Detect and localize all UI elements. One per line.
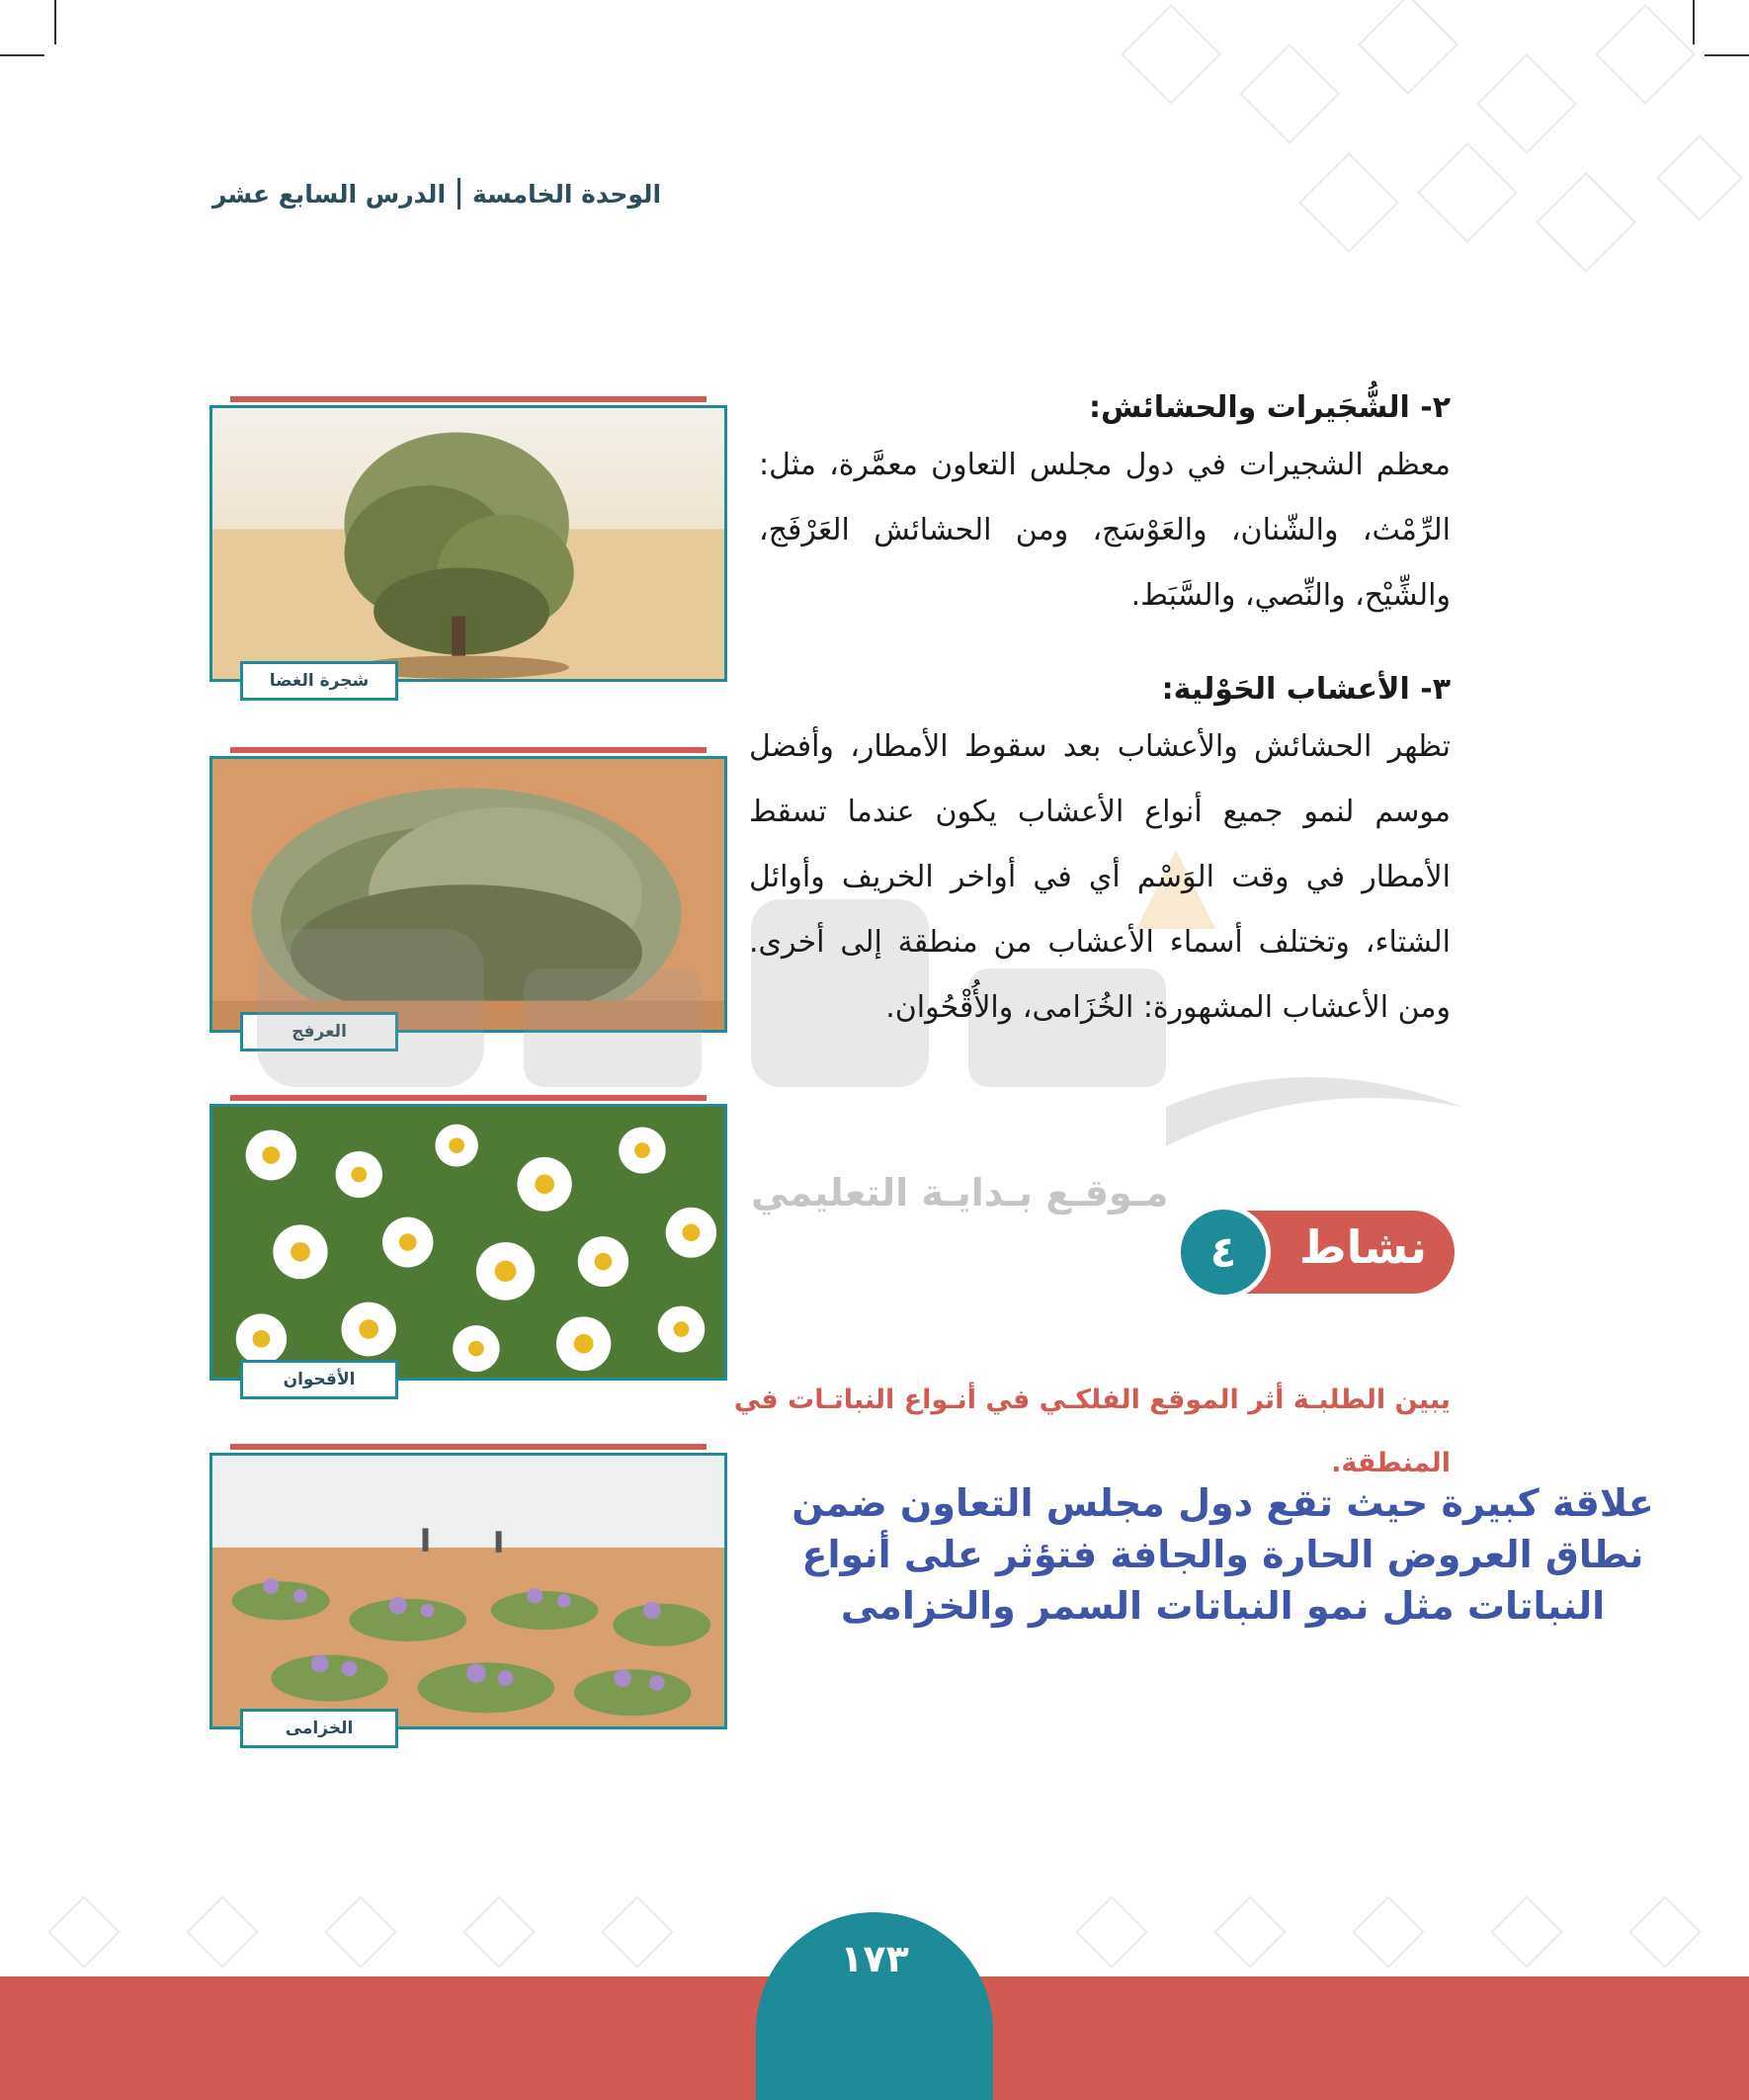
unit-title: الوحدة الخامسة: [472, 179, 662, 209]
watermark-text: مـوقـع بـدايـة التعليمي: [751, 1171, 1169, 1215]
photo-arfaj: [209, 756, 727, 1042]
section-body: معظم الشجيرات في دول مجلس التعاون معمَّرة، مثل: الرِّمْث، والشّنان، والعَوْسَج، ومن الحشائش العَرْفَج، والشِّيْح، والنِّصي، والسَّبَط.: [759, 448, 1451, 613]
activity-badge: [1176, 1211, 1455, 1294]
ghada-tree-image: [212, 408, 724, 679]
section-body: تظهر الحشائش والأعشاب بعد سقوط الأمطار، وأفضل موسم لنمو جميع أنواع الأعشاب يكون عندما تسقط الأمطار في وقت الوَسْم أي في أواخر الخريف وأوائل الشتاء، وتختلف أسماء الأعشاب من منطقة إلى أخرى. ومن الأعشاب المشهورة: الخُزَامى، والأُقْحُوان.: [749, 729, 1451, 1025]
decorative-pattern-top: [1057, 0, 1749, 326]
lavender-image: [212, 1456, 724, 1726]
activity-number: ٤: [1176, 1205, 1271, 1300]
section-shrubs: [759, 390, 1451, 629]
activity-label: نشاط: [1298, 1220, 1427, 1274]
section-herbs: [749, 672, 1451, 1041]
chamomile-image: [212, 1107, 724, 1378]
lesson-title: الدرس السابع عشر: [212, 179, 447, 209]
page-number: ١٧٣: [840, 1937, 909, 1980]
photo-caption: الخزامى: [240, 1709, 398, 1748]
photo-ghada-tree: [209, 405, 727, 691]
activity-answer: علاقة كبيرة حيث تقع دول مجلس التعاون ضمن نطاق العروض الحارة والجافة فتؤثر على أنواع النباتات مثل نمو النباتات السمر والخزامى: [791, 1481, 1654, 1628]
section-heading: ٢- الشُّجَيرات والحشائش:: [1089, 390, 1451, 425]
arfaj-image: [212, 759, 724, 1030]
photo-caption: الأقحوان: [240, 1360, 398, 1399]
page-header: [212, 178, 661, 210]
photo-chamomile: [209, 1104, 727, 1389]
section-heading: ٣- الأعشاب الحَوْلية:: [1161, 672, 1451, 707]
header-divider: [458, 178, 460, 210]
photo-caption: شجرة الغضا: [240, 661, 398, 701]
activity-prompt: يبين الطلبـة أثر الموقع الفلكـي في أنـواع النباتـات في المنطقة.: [733, 1385, 1451, 1478]
crop-mark: [54, 0, 56, 44]
photo-caption: العرفج: [240, 1012, 398, 1051]
crop-mark: [0, 54, 44, 56]
photo-lavender: [209, 1453, 727, 1738]
